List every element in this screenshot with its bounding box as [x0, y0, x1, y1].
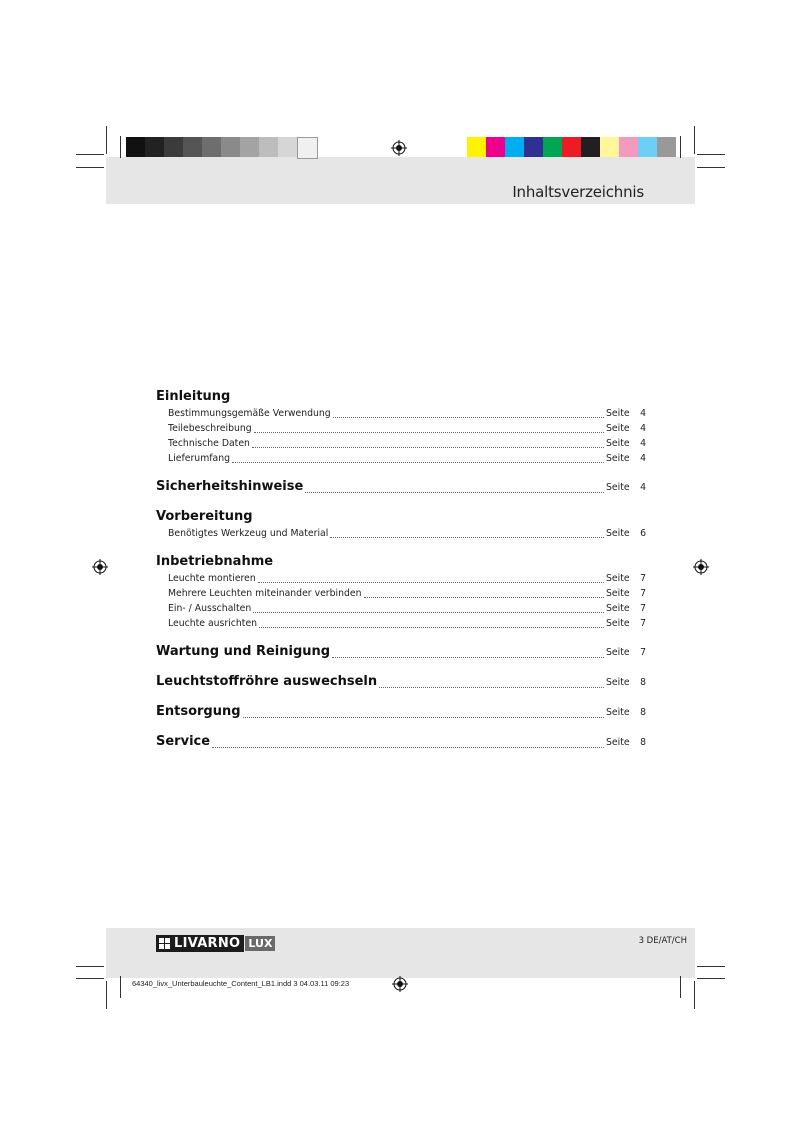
toc-page-prefix: Seite: [606, 528, 630, 539]
toc-entry[interactable]: [156, 601, 646, 616]
toc-entry-label: Bestimmungsgemäße Verwendung: [168, 408, 331, 419]
toc-section-title: Einleitung: [156, 389, 231, 404]
registration-mark-icon: [693, 559, 709, 575]
dot-leader: [232, 462, 604, 463]
toc-entry[interactable]: [156, 451, 646, 466]
dot-leader: [253, 612, 604, 613]
toc-entry-label: Leuchte montieren: [168, 573, 256, 584]
toc-page-prefix: Seite: [606, 408, 630, 419]
toc-entry-label: Mehrere Leuchten miteinander verbinden: [168, 588, 362, 599]
toc-page-prefix: Seite: [606, 438, 630, 449]
toc-entry[interactable]: [156, 571, 646, 586]
toc-page-number: 7: [640, 618, 646, 629]
toc-section: [156, 733, 646, 751]
toc-entry-label: Lieferumfang: [168, 453, 231, 464]
dot-leader: [254, 432, 604, 433]
toc-section-row[interactable]: [156, 478, 646, 496]
toc-page-prefix: Seite: [606, 737, 630, 748]
registration-mark-icon: [392, 976, 408, 992]
color-swatch: [505, 137, 524, 157]
toc-entry-label: Benötigtes Werkzeug und Material: [168, 528, 329, 539]
gray-swatch: [240, 137, 259, 157]
toc-section-row[interactable]: [156, 703, 646, 721]
toc-page-number: 7: [640, 573, 646, 584]
toc-section-title: Sicherheitshinweise: [156, 479, 304, 494]
color-swatch: [619, 137, 638, 157]
toc-section-row[interactable]: [156, 643, 646, 661]
dot-leader: [305, 492, 604, 493]
toc-entry[interactable]: [156, 616, 646, 631]
toc-page-number: 4: [640, 482, 646, 493]
toc-entry-label: Teilebeschreibung: [168, 423, 252, 434]
color-swatch: [543, 137, 562, 157]
dot-leader: [243, 717, 604, 718]
brand-logo: [156, 935, 275, 952]
color-swatch: [581, 137, 600, 157]
dot-leader: [379, 687, 604, 688]
dot-leader: [364, 597, 604, 598]
toc-section-row[interactable]: [156, 673, 646, 691]
color-swatch: [524, 137, 543, 157]
color-swatch: [657, 137, 676, 157]
toc-section: [156, 553, 646, 631]
gray-swatch: [183, 137, 202, 157]
toc-page-prefix: Seite: [606, 453, 630, 464]
toc-page-prefix: Seite: [606, 677, 630, 688]
registration-mark-icon: [391, 140, 407, 156]
toc-page-prefix: Seite: [606, 618, 630, 629]
toc-section: [156, 703, 646, 721]
toc-page-number: 4: [640, 408, 646, 419]
toc-page-number: 4: [640, 423, 646, 434]
print-slug: 64340_livx_Unterbauleuchte_Content_LB1.indd 3 04.03.11 09:23: [132, 979, 350, 988]
toc-page-prefix: Seite: [606, 707, 630, 718]
toc-page-number: 8: [640, 707, 646, 718]
page-number: 3 DE/AT/CH: [638, 936, 687, 946]
page-title: Inhaltsverzeichnis: [512, 183, 644, 201]
gray-swatch: [278, 137, 297, 157]
logo-main-text: LIVARNO: [174, 936, 241, 951]
toc-page-number: 7: [640, 603, 646, 614]
logo-squares-icon: [159, 938, 170, 949]
color-swatch: [562, 137, 581, 157]
registration-mark-icon: [92, 559, 108, 575]
color-swatch: [486, 137, 505, 157]
dot-leader: [252, 447, 604, 448]
toc-section-title: Entsorgung: [156, 704, 241, 719]
color-swatch: [467, 137, 486, 157]
color-swatch: [638, 137, 657, 157]
toc-section-row[interactable]: [156, 733, 646, 751]
toc-page-number: 7: [640, 647, 646, 658]
toc-page-prefix: Seite: [606, 647, 630, 658]
toc-page-prefix: Seite: [606, 603, 630, 614]
dot-leader: [330, 537, 604, 538]
table-of-contents: [156, 388, 646, 751]
dot-leader: [259, 627, 604, 628]
toc-section-title: Service: [156, 734, 211, 749]
toc-entry[interactable]: [156, 421, 646, 436]
toc-page-number: 4: [640, 453, 646, 464]
gray-swatch: [221, 137, 240, 157]
toc-page-number: 6: [640, 528, 646, 539]
toc-entry-label: Technische Daten: [168, 438, 250, 449]
logo-sub-text: LUX: [245, 936, 275, 951]
toc-section: [156, 508, 646, 541]
toc-section-title: Inbetriebnahme: [156, 554, 274, 569]
color-swatch: [600, 137, 619, 157]
gray-swatch: [297, 137, 318, 159]
gray-swatch: [145, 137, 164, 157]
toc-section: [156, 478, 646, 496]
toc-page-prefix: Seite: [606, 573, 630, 584]
gray-swatch: [164, 137, 183, 157]
toc-page-prefix: Seite: [606, 588, 630, 599]
toc-entry-label: Leuchte ausrichten: [168, 618, 258, 629]
dot-leader: [333, 417, 604, 418]
toc-entry-label: Ein- / Ausschalten: [168, 603, 252, 614]
toc-section: [156, 388, 646, 466]
gray-swatch: [259, 137, 278, 157]
dot-leader: [258, 582, 604, 583]
toc-page-number: 7: [640, 588, 646, 599]
dot-leader: [332, 657, 604, 658]
toc-page-number: 4: [640, 438, 646, 449]
toc-entry[interactable]: [156, 526, 646, 541]
toc-section-title: Wartung und Reinigung: [156, 644, 331, 659]
toc-page-prefix: Seite: [606, 423, 630, 434]
gray-swatch: [126, 137, 145, 157]
toc-page-prefix: Seite: [606, 482, 630, 493]
dot-leader: [212, 747, 604, 748]
toc-page-number: 8: [640, 737, 646, 748]
toc-entry[interactable]: [156, 406, 646, 421]
toc-section-title: Leuchtstoffröhre auswechseln: [156, 674, 378, 689]
gray-swatch: [202, 137, 221, 157]
toc-section-title: Vorbereitung: [156, 509, 253, 524]
toc-page-number: 8: [640, 677, 646, 688]
toc-entry[interactable]: [156, 436, 646, 451]
toc-section: [156, 673, 646, 691]
toc-entry[interactable]: [156, 586, 646, 601]
toc-section: [156, 643, 646, 661]
